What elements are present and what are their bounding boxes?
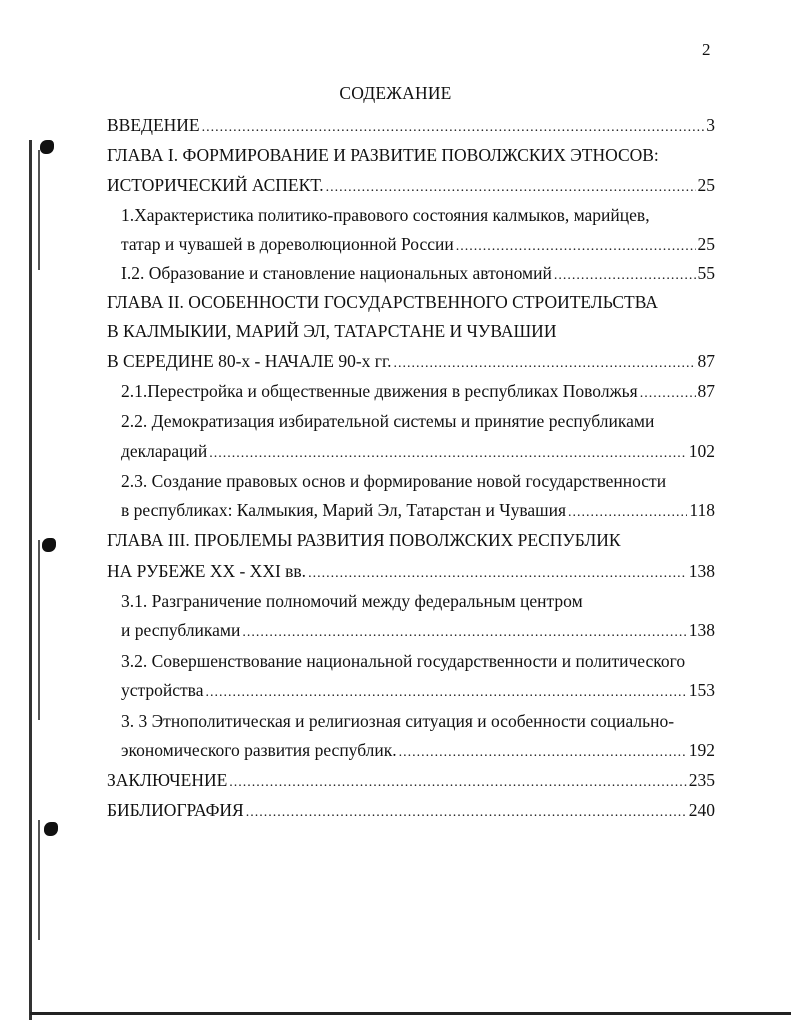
toc-section-3-1[interactable]	[121, 620, 715, 641]
leader-dots	[308, 566, 687, 582]
leader-dots	[326, 180, 696, 196]
toc-chapter-1-line1[interactable]: ГЛАВА I. ФОРМИРОВАНИЕ И РАЗВИТИЕ ПОВОЛЖСКИХ ЭТНОСОВ:	[107, 145, 659, 165]
toc-page-number: 138	[688, 561, 715, 581]
scan-edge-mark	[38, 820, 40, 940]
binding-hole-icon	[44, 822, 58, 836]
toc-entry-label: НА РУБЕЖЕ XX - XXI вв.	[107, 561, 307, 581]
toc-entry-label: экономического развития республик.	[121, 740, 397, 760]
toc-page-number: 87	[697, 351, 715, 371]
toc-entry-label: ЗАКЛЮЧЕНИЕ	[107, 770, 228, 790]
toc-section-2-2[interactable]	[121, 441, 715, 462]
toc-page-number: 118	[689, 500, 715, 520]
toc-chapter-3-line1[interactable]: ГЛАВА III. ПРОБЛЕМЫ РАЗВИТИЯ ПОВОЛЖСКИХ РЕСПУБЛИК	[107, 530, 621, 550]
scan-edge-mark	[38, 540, 40, 720]
toc-entry-label: ВВЕДЕНИЕ	[107, 115, 200, 135]
toc-section-2-1[interactable]	[121, 381, 715, 402]
toc-section-3-2[interactable]	[121, 680, 715, 701]
leader-dots	[202, 120, 705, 136]
toc-entry-intro[interactable]	[107, 115, 715, 136]
toc-section-3-1-line1[interactable]: 3.1. Разграничение полномочий между федеральным центром	[121, 591, 583, 611]
toc-page-number: 3	[706, 115, 715, 135]
leader-dots	[399, 745, 687, 761]
scan-edge-mark	[29, 140, 32, 1020]
toc-entry-label: ИСТОРИЧЕСКИЙ АСПЕКТ.	[107, 175, 324, 195]
toc-section-3-3[interactable]	[121, 740, 715, 761]
leader-dots	[205, 685, 686, 701]
leader-dots	[242, 625, 686, 641]
toc-chapter-3[interactable]	[107, 561, 715, 582]
leader-dots	[568, 505, 687, 521]
toc-section-2-3-line1[interactable]: 2.3. Создание правовых основ и формирование новой государственности	[121, 471, 667, 491]
toc-page-number: 153	[688, 680, 715, 700]
toc-entry-label: БИБЛИОГРАФИЯ	[107, 800, 244, 820]
toc-section-2-2-line1[interactable]: 2.2. Демократизация избирательной системы и принятие республиками	[121, 411, 655, 431]
scan-edge-mark	[38, 150, 40, 270]
toc-page-number: 138	[688, 620, 715, 640]
toc-section-1-1-line1[interactable]: 1.Характеристика политико-правового состояния калмыков, марийцев,	[121, 205, 650, 225]
toc-entry-bibliography[interactable]	[107, 800, 715, 821]
toc-page-number: 192	[688, 740, 715, 760]
toc-page-number: 240	[688, 800, 715, 820]
toc-entry-label: деклараций	[121, 441, 208, 461]
toc-chapter-1[interactable]	[107, 175, 715, 196]
toc-entry-label: татар и чувашей в дореволюционной России	[121, 234, 454, 254]
leader-dots	[456, 239, 696, 255]
binding-hole-icon	[40, 140, 54, 154]
toc-entry-label: в республиках: Калмыкия, Марий Эл, Татарстан и Чувашия	[121, 500, 567, 520]
toc-page-number: 25	[697, 234, 715, 254]
toc-page-number: 55	[697, 263, 715, 283]
toc-chapter-2[interactable]	[107, 351, 715, 372]
toc-section-3-2-line1[interactable]: 3.2. Совершенствование национальной государственности и политического	[121, 651, 686, 671]
leader-dots	[229, 775, 686, 791]
page-title: СОДЕЖАНИЕ	[339, 83, 452, 103]
scan-bottom-edge	[30, 1012, 791, 1015]
toc-section-3-3-line1[interactable]: 3. 3 Этнополитическая и религиозная ситуация и особенности социально-	[121, 711, 675, 731]
toc-section-1-1[interactable]	[121, 234, 715, 255]
toc-entry-label: В СЕРЕДИНЕ 80-х - НАЧАЛЕ 90-х гг.	[107, 351, 392, 371]
leader-dots	[554, 268, 696, 284]
leader-dots	[209, 446, 686, 462]
toc-entry-label: 2.1.Перестройка и общественные движения в республиках Поволжья	[121, 381, 638, 401]
toc-entry-label: I.2. Образование и становление национальных автономий	[121, 263, 552, 283]
toc-chapter-2-line1[interactable]: ГЛАВА II. ОСОБЕННОСТИ ГОСУДАРСТВЕННОГО СТРОИТЕЛЬСТВА	[107, 292, 658, 312]
toc-page-number: 87	[697, 381, 715, 401]
toc-entry-conclusion[interactable]	[107, 770, 715, 791]
toc-page-number: 25	[697, 175, 715, 195]
toc-entry-label: и республиками	[121, 620, 241, 640]
toc-page-number: 102	[688, 441, 715, 461]
leader-dots	[640, 386, 696, 402]
page-number: 2	[702, 40, 711, 59]
toc-entry-label: устройства	[121, 680, 204, 700]
toc-chapter-2-line2[interactable]: В КАЛМЫКИИ, МАРИЙ ЭЛ, ТАТАРСТАНЕ И ЧУВАШИИ	[107, 321, 557, 341]
leader-dots	[246, 805, 687, 821]
toc-section-2-3[interactable]	[121, 500, 715, 521]
binding-hole-icon	[42, 538, 56, 552]
toc-section-1-2[interactable]	[121, 263, 715, 284]
toc-page-number: 235	[688, 770, 715, 790]
leader-dots	[394, 356, 696, 372]
